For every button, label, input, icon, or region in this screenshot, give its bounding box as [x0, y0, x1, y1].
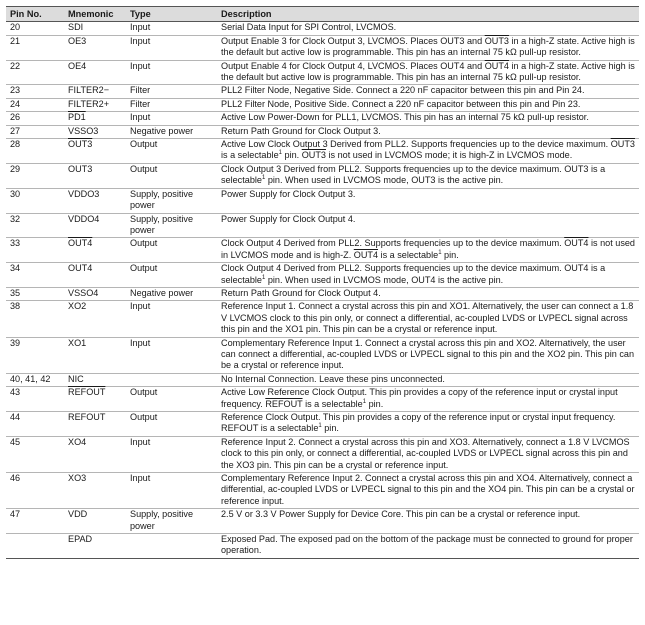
- mnemonic-text: XO3: [68, 473, 87, 484]
- mnemonic-text: FILTER2+: [68, 98, 110, 109]
- mnemonic-cell: [64, 436, 126, 472]
- mnemonic-text: XO1: [68, 337, 87, 348]
- table-row: [6, 436, 639, 472]
- mnemonic-cell: [64, 473, 126, 509]
- table-row: [6, 22, 639, 35]
- mnemonic-text: OUT4: [68, 238, 93, 249]
- header-row: [6, 7, 639, 22]
- mnemonic-cell: [64, 188, 126, 213]
- mnemonic-cell: [64, 238, 126, 263]
- pin-number-cell: 39: [6, 337, 64, 373]
- mnemonic-cell: [64, 85, 126, 98]
- description-cell: Power Supply for Clock Output 4.: [217, 213, 639, 238]
- pin-number-cell: 28: [6, 139, 64, 164]
- footnote-marker: 1: [278, 150, 282, 157]
- pin-number-cell: 20: [6, 22, 64, 35]
- pin-number-cell: 27: [6, 125, 64, 138]
- table-row: [6, 509, 639, 534]
- table-header: [6, 7, 639, 22]
- mnemonic-cell: [64, 112, 126, 125]
- overlined-signal: REFOUT: [265, 398, 303, 409]
- type-cell: [126, 534, 217, 559]
- pin-number-cell: 26: [6, 112, 64, 125]
- type-cell: Input: [126, 473, 217, 509]
- pin-number-cell: 21: [6, 35, 64, 60]
- description-cell: Output Enable 3 for Clock Output 3, LVCMOS. Places OUT3 and OUT3 in a high-Z state. Active high is the default but active low is programmable. This pin has an internal 75 kΩ pull-up resistor.: [217, 35, 639, 60]
- description-cell: PLL2 Filter Node, Negative Side. Connect a 220 nF capacitor between this pin and Pin 24.: [217, 85, 639, 98]
- type-cell: [126, 373, 217, 386]
- header-type: Type: [126, 7, 217, 22]
- overlined-signal: OUT4: [564, 238, 589, 249]
- footnote-marker: 1: [261, 274, 266, 281]
- type-cell: Input: [126, 337, 217, 373]
- description-cell: Complementary Reference Input 1. Connect a crystal across this pin and XO2. Alternatively, the user can connect a differential, ac-coupled LVDS or LVPECL signal to this pin and the XO2 pin. This pin can be a crystal or reference input.: [217, 337, 639, 373]
- type-cell: Supply, positive power: [126, 213, 217, 238]
- pin-number-cell: 23: [6, 85, 64, 98]
- description-cell: Reference Clock Output. This pin provides a copy of the reference input or crystal input frequency. REFOUT is a selectable$^1$ pin.: [217, 412, 639, 437]
- mnemonic-cell: [64, 301, 126, 337]
- pin-number-cell: 29: [6, 163, 64, 188]
- mnemonic-text: SDI: [68, 22, 84, 33]
- type-cell: Output: [126, 139, 217, 164]
- type-cell: Output: [126, 263, 217, 288]
- mnemonic-cell: [64, 213, 126, 238]
- pin-number-cell: [6, 534, 64, 559]
- mnemonic-text: REFOUT: [68, 387, 106, 398]
- mnemonic-cell: [64, 139, 126, 164]
- description-cell: Return Path Ground for Clock Output 4.: [217, 287, 639, 300]
- table-row: [6, 534, 639, 559]
- pin-number-cell: 46: [6, 473, 64, 509]
- table-row: [6, 98, 639, 111]
- mnemonic-text: REFOUT: [68, 412, 106, 422]
- pin-number-cell: 24: [6, 98, 64, 111]
- overlined-signal: OUT4: [484, 60, 509, 71]
- mnemonic-text: XO2: [68, 301, 87, 312]
- table-row: [6, 387, 639, 412]
- header-pin-no: Pin No.: [6, 7, 64, 22]
- table-row: [6, 473, 639, 509]
- table-body: [6, 22, 639, 558]
- table-row: [6, 112, 639, 125]
- mnemonic-text: EPAD: [68, 534, 93, 545]
- mnemonic-cell: [64, 163, 126, 188]
- description-cell: Reference Input 1. Connect a crystal across this pin and XO1. Alternatively, the user can connect a 1.8 V LVCMOS clock to this pin only, or connect a differential, ac-coupled LVDS or LVPECL signal across this pin and the XO1 pin. This pin can be a crystal or reference input.: [217, 301, 639, 337]
- type-cell: Filter: [126, 98, 217, 111]
- pin-number-cell: 33: [6, 238, 64, 263]
- mnemonic-text: OE4: [68, 60, 87, 71]
- type-cell: Negative power: [126, 287, 217, 300]
- type-cell: Supply, positive power: [126, 509, 217, 534]
- description-cell: Active Low Clock Output 3 Derived from PLL2. Supports frequencies up to the device maximum. OUT3 is a selectable$^1$ pin. OUT3 is not used in LVCMOS mode; it is high-Z in LVCMOS mode.: [217, 139, 639, 164]
- table-row: [6, 373, 639, 386]
- table-row: [6, 287, 639, 300]
- header-description: Description: [217, 7, 639, 22]
- footnote-marker: 1: [261, 175, 266, 182]
- mnemonic-text: OE3: [68, 35, 87, 46]
- table-row: [6, 412, 639, 437]
- table-row: [6, 238, 639, 263]
- mnemonic-text: OUT3: [68, 163, 93, 174]
- pin-number-cell: 45: [6, 436, 64, 472]
- mnemonic-cell: [64, 35, 126, 60]
- description-cell: Active Low Power-Down for PLL1, LVCMOS. This pin has an internal 75 kΩ pull-up resistor.: [217, 112, 639, 125]
- pin-description-table: [6, 6, 639, 559]
- pin-number-cell: 43: [6, 387, 64, 412]
- description-cell: 2.5 V or 3.3 V Power Supply for Device Core. This pin can be a crystal or reference input.: [217, 509, 639, 534]
- type-cell: Input: [126, 112, 217, 125]
- mnemonic-text: FILTER2−: [68, 85, 110, 96]
- pin-number-cell: 38: [6, 301, 64, 337]
- mnemonic-cell: [64, 60, 126, 85]
- pin-number-cell: 47: [6, 509, 64, 534]
- pin-number-cell: 22: [6, 60, 64, 85]
- description-cell: Clock Output 3 Derived from PLL2. Supports frequencies up to the device maximum. OUT3 is a selectable$^1$ pin. When used in LVCMOS mode, OUT3 is the active pin.: [217, 163, 639, 188]
- description-cell: Reference Input 2. Connect a crystal across this pin and XO3. Alternatively, connect a 1.8 V LVCMOS clock to this pin only, or connect a differential, ac-coupled LVDS or LVPECL signal across this pin and the XO3 pin. This pin can be a crystal or reference input.: [217, 436, 639, 472]
- pin-number-cell: 35: [6, 287, 64, 300]
- footnote-marker: 1: [318, 423, 322, 430]
- description-cell: Exposed Pad. The exposed pad on the bottom of the package must be connected to ground for proper operation.: [217, 534, 639, 559]
- description-cell: Serial Data Input for SPI Control, LVCMOS.: [217, 22, 639, 35]
- pin-number-cell: 34: [6, 263, 64, 288]
- mnemonic-text: VSSO3: [68, 125, 99, 136]
- pin-number-cell: 44: [6, 412, 64, 437]
- description-cell: Return Path Ground for Clock Output 3.: [217, 125, 639, 138]
- table-row: [6, 337, 639, 373]
- type-cell: Input: [126, 35, 217, 60]
- mnemonic-text: OUT4: [68, 263, 93, 274]
- overlined-signal: OUT3: [610, 139, 635, 150]
- overlined-signal: OUT3: [301, 150, 326, 161]
- mnemonic-text: VSSO4: [68, 287, 99, 298]
- type-cell: Supply, positive power: [126, 188, 217, 213]
- pin-number-cell: 32: [6, 213, 64, 238]
- mnemonic-cell: [64, 534, 126, 559]
- table-row: [6, 125, 639, 138]
- mnemonic-cell: [64, 125, 126, 138]
- description-cell: Output Enable 4 for Clock Output 4, LVCMOS. Places OUT4 and OUT4 in a high-Z state. Active high is the default but active low is programmable. This pin has an internal 75 kΩ pull-up resistor.: [217, 60, 639, 85]
- mnemonic-cell: [64, 337, 126, 373]
- mnemonic-cell: [64, 263, 126, 288]
- mnemonic-text: VDDO3: [68, 188, 100, 199]
- mnemonic-text: XO4: [68, 436, 87, 447]
- type-cell: Output: [126, 412, 217, 437]
- type-cell: Filter: [126, 85, 217, 98]
- table-row: [6, 301, 639, 337]
- header-mnemonic: Mnemonic: [64, 7, 126, 22]
- type-cell: Output: [126, 163, 217, 188]
- table-row: [6, 85, 639, 98]
- table-row: [6, 139, 639, 164]
- description-cell: Complementary Reference Input 2. Connect a crystal across this pin and XO4. Alternatively, connect a differential, ac-coupled LVDS or LVPECL signal to this pin and the XO4 pin. This pin can be a crystal or reference input.: [217, 473, 639, 509]
- pin-number-cell: 40, 41, 42: [6, 373, 64, 386]
- mnemonic-text: VDD: [68, 509, 88, 520]
- overlined-signal: OUT4: [353, 249, 379, 260]
- mnemonic-cell: [64, 98, 126, 111]
- type-cell: Input: [126, 60, 217, 85]
- type-cell: Input: [126, 301, 217, 337]
- type-cell: Input: [126, 436, 217, 472]
- mnemonic-cell: [64, 387, 126, 412]
- mnemonic-cell: [64, 373, 126, 386]
- type-cell: Input: [126, 22, 217, 35]
- description-cell: Active Low Reference Clock Output. This pin provides a copy of the reference input or crystal input frequency. REFOUT is a selectable$^1$ pin.: [217, 387, 639, 412]
- description-cell: Clock Output 4 Derived from PLL2. Supports frequencies up to the device maximum. OUT4 is not used in LVCMOS mode and is high-Z. OUT4 is a selectable$^1$ pin.: [217, 238, 639, 263]
- type-cell: Output: [126, 387, 217, 412]
- type-cell: Output: [126, 238, 217, 263]
- table-row: [6, 188, 639, 213]
- table-row: [6, 163, 639, 188]
- mnemonic-cell: [64, 509, 126, 534]
- mnemonic-text: PD1: [68, 112, 86, 123]
- table-row: [6, 35, 639, 60]
- overlined-signal: OUT3: [484, 35, 509, 46]
- footnote-marker: 1: [438, 249, 442, 256]
- mnemonic-cell: [64, 412, 126, 437]
- table-row: [6, 263, 639, 288]
- description-cell: PLL2 Filter Node, Positive Side. Connect a 220 nF capacitor between this pin and Pin 23.: [217, 98, 639, 111]
- mnemonic-cell: [64, 22, 126, 35]
- description-cell: No Internal Connection. Leave these pins unconnected.: [217, 373, 639, 386]
- table-row: [6, 213, 639, 238]
- table-row: [6, 60, 639, 85]
- mnemonic-text: OUT3: [68, 139, 93, 150]
- mnemonic-text: VDDO4: [68, 213, 100, 224]
- type-cell: Negative power: [126, 125, 217, 138]
- footnote-marker: 1: [362, 398, 367, 405]
- description-cell: Power Supply for Clock Output 3.: [217, 188, 639, 213]
- mnemonic-cell: [64, 287, 126, 300]
- mnemonic-text: NIC: [68, 373, 84, 384]
- description-cell: Clock Output 4 Derived from PLL2. Supports frequencies up to the device maximum. OUT4 is a selectable$^1$ pin. When used in LVCMOS mode, OUT4 is the active pin.: [217, 263, 639, 288]
- pin-number-cell: 30: [6, 188, 64, 213]
